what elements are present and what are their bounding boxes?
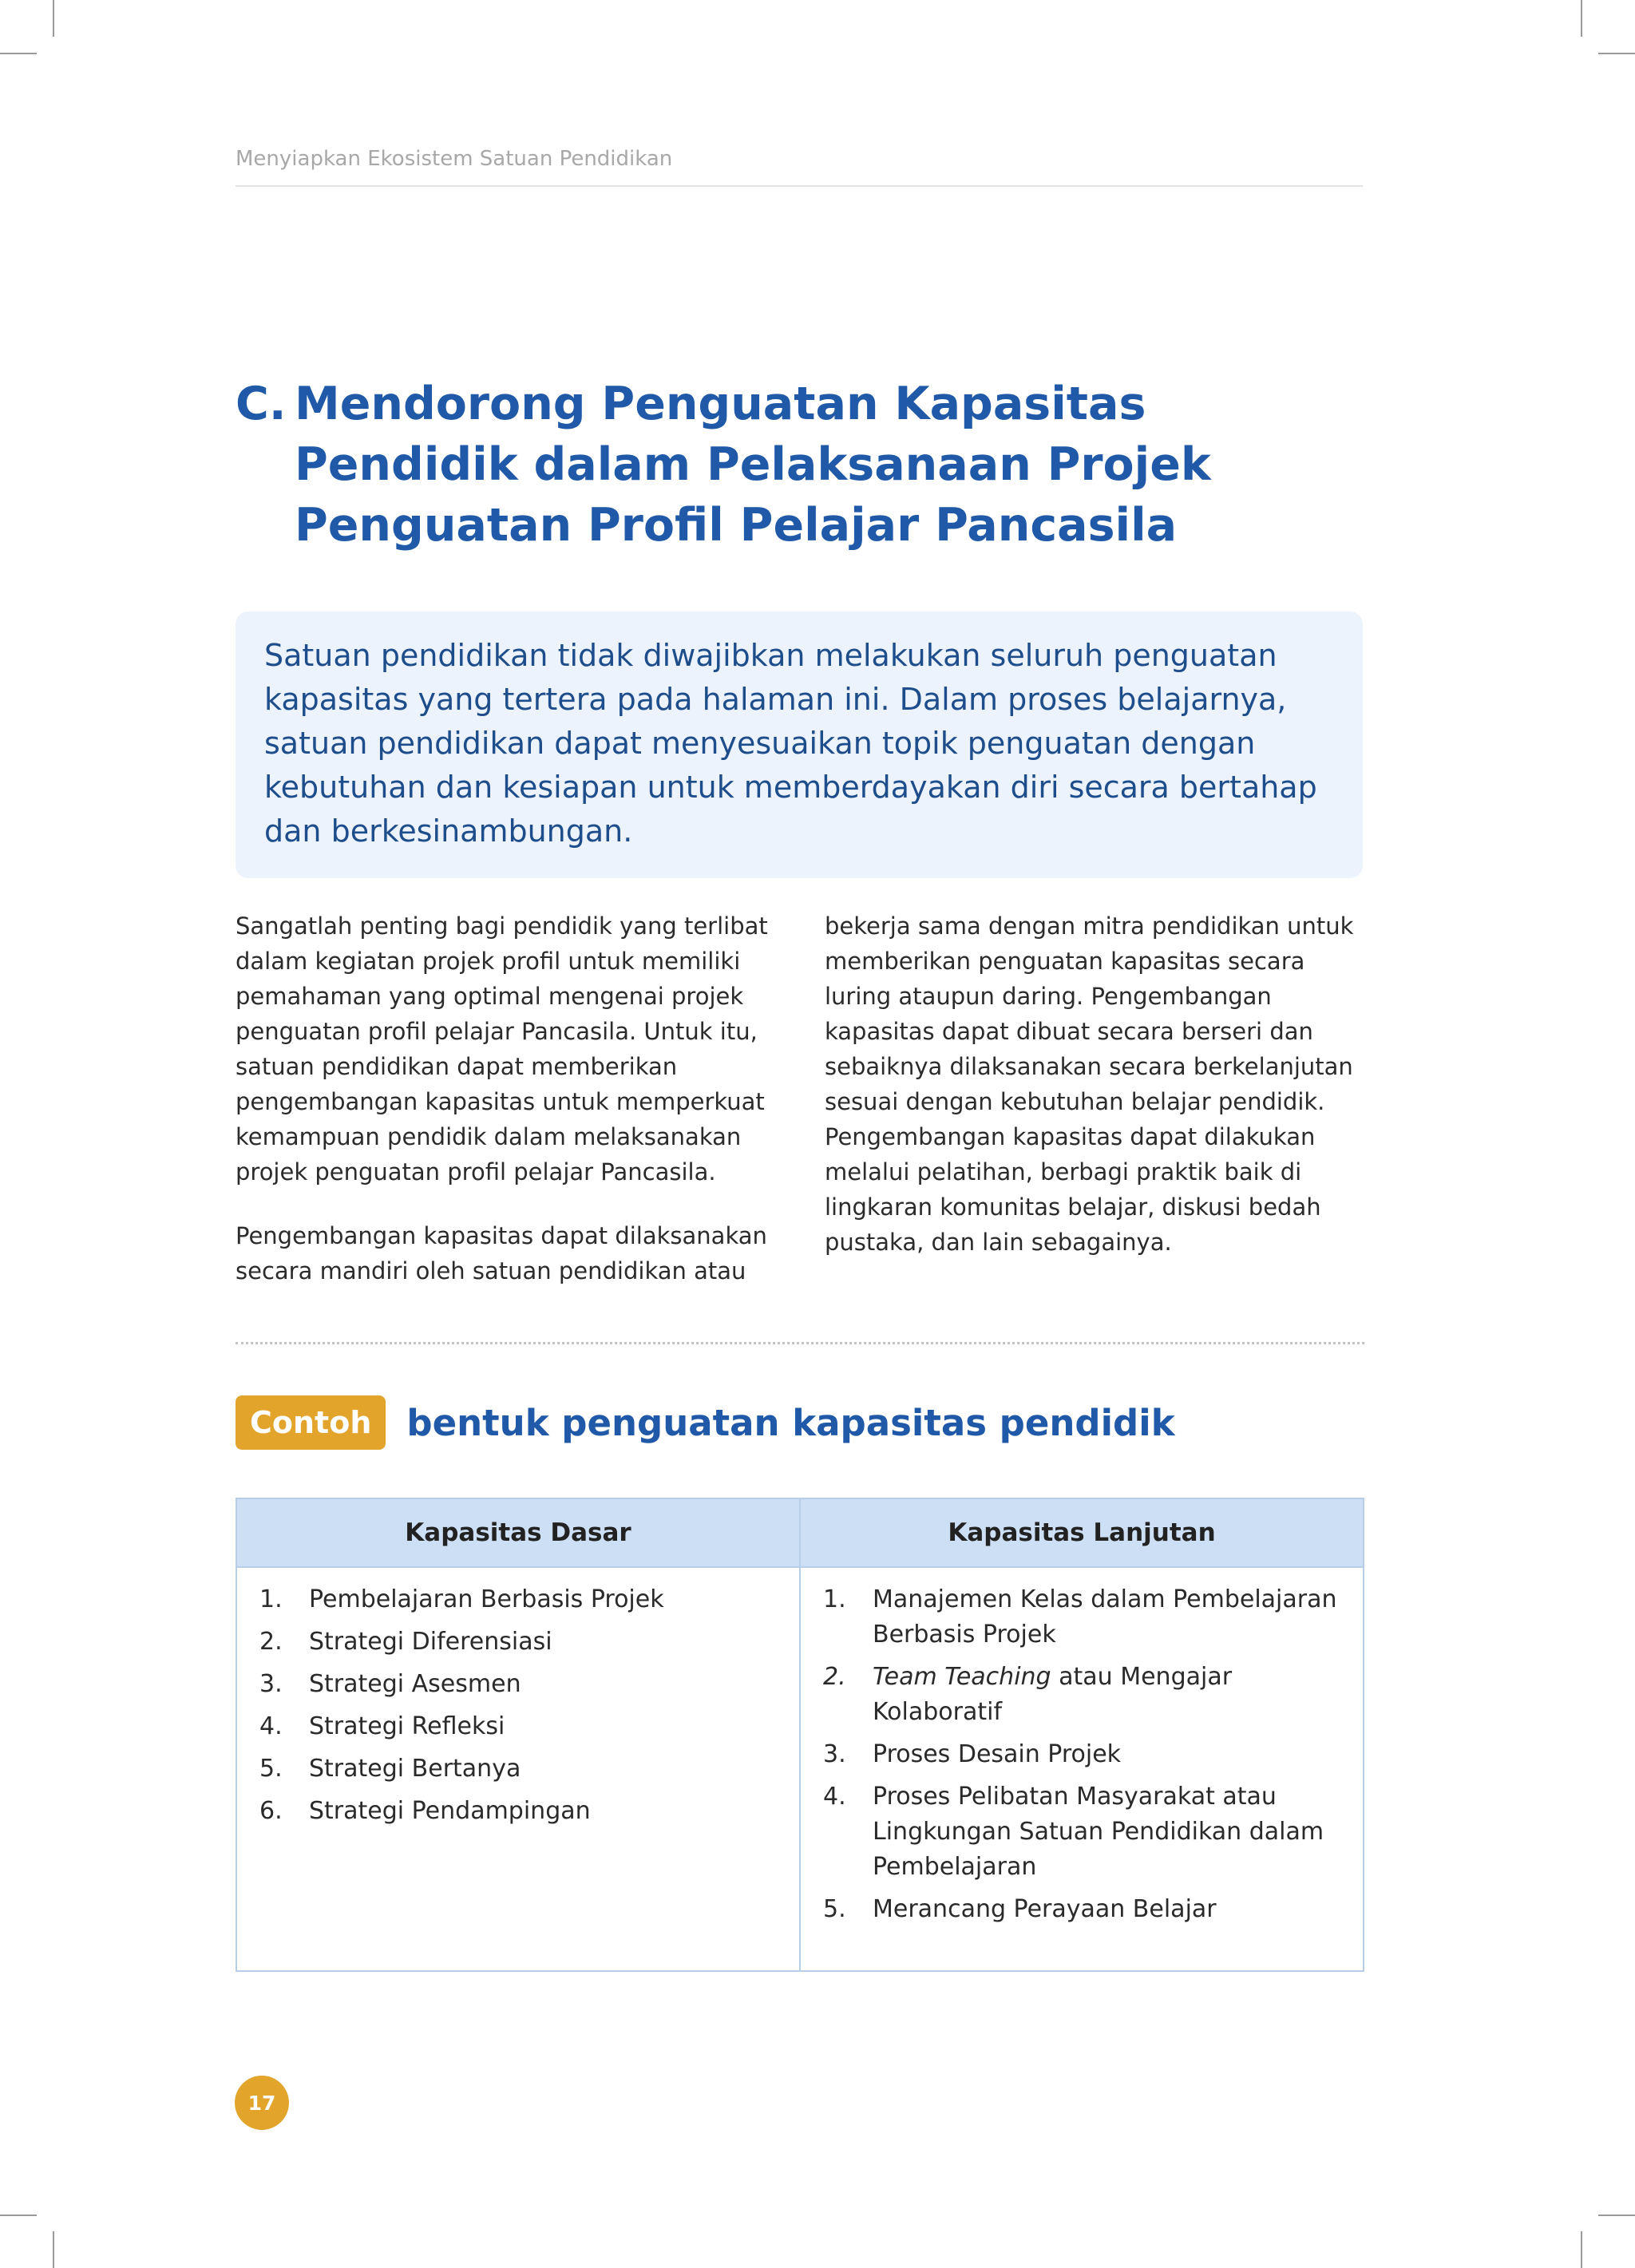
list-item: 4. Strategi Refleksi bbox=[259, 1712, 505, 1740]
body-column-left bbox=[236, 908, 778, 1288]
crop-mark bbox=[0, 53, 37, 54]
list-item: 3. Proses Desain Projek bbox=[823, 1740, 1122, 1768]
list-item: 5. Strategi Bertanya bbox=[259, 1755, 521, 1783]
advanced-capacity-column bbox=[799, 1568, 1363, 1970]
list-item: 1. Manajemen Kelas dalam Pembelajaran Berbasis Projek bbox=[823, 1585, 1337, 1649]
table-header-advanced: Kapasitas Lanjutan bbox=[799, 1499, 1363, 1566]
list-item: 6. Strategi Pendampingan bbox=[259, 1797, 591, 1825]
crop-mark bbox=[1598, 53, 1635, 54]
list-item: 1. Pembelajaran Berbasis Projek bbox=[259, 1585, 664, 1613]
capacity-table bbox=[236, 1498, 1364, 1972]
list-item: 4. Proses Pelibatan Masyarakat atau Lingkungan Satuan Pendidikan dalam Pembelajaran bbox=[823, 1783, 1324, 1881]
body-paragraph: Pengembangan kapasitas dapat dilaksanakan secara mandiri oleh satuan pendidikan atau bbox=[236, 1222, 767, 1284]
list-item: 5. Merancang Perayaan Belajar bbox=[823, 1895, 1217, 1923]
dotted-divider bbox=[236, 1342, 1364, 1344]
list-item: 3. Strategi Asesmen bbox=[259, 1670, 521, 1698]
table-header-row bbox=[237, 1499, 1363, 1566]
section-title-text: Mendorong Penguatan Kapasitas Pendidik dalam Pelaksanaan Projek Penguatan Profil Pelajar Pancasila bbox=[295, 378, 1211, 552]
crop-mark bbox=[1598, 2215, 1635, 2216]
example-heading bbox=[236, 1395, 1175, 1450]
table-header-basic: Kapasitas Dasar bbox=[405, 1518, 631, 1547]
section-letter: C. bbox=[236, 378, 287, 430]
list-item: 2. Strategi Diferensiasi bbox=[259, 1628, 552, 1656]
basic-capacity-column bbox=[237, 1568, 799, 1970]
crop-mark bbox=[1581, 0, 1582, 37]
crop-mark bbox=[53, 2231, 54, 2268]
table-body-row bbox=[237, 1566, 1363, 1970]
italic-term: Team Teaching bbox=[873, 1663, 1051, 1691]
section-title bbox=[236, 374, 1369, 556]
list-item: 2. Team Teaching atau Mengajar Kolaboratif bbox=[823, 1663, 1233, 1726]
note-box: Satuan pendidikan tidak diwajibkan melakukan seluruh penguatan kapasitas yang tertera pada halaman ini. Dalam proses belajarnya, satuan pendidikan dapat menyesuaikan topik penguatan dengan kebutuhan dan kesiapan untuk memberdayakan diri secara bertahap dan berkesinambungan. bbox=[236, 612, 1363, 878]
crop-mark bbox=[53, 0, 54, 37]
page-number-badge: 17 bbox=[235, 2076, 289, 2130]
running-header: Menyiapkan Ekosistem Satuan Pendidikan bbox=[236, 147, 1363, 187]
body-paragraph: Sangatlah penting bagi pendidik yang terlibat dalam kegiatan projek profil untuk memiliki pemahaman yang optimal mengenai projek penguatan profil pelajar Pancasila. Untuk itu, satuan pendidikan dapat memberikan pengembangan kapasitas untuk memperkuat kemampuan pendidik dalam melaksanakan projek penguatan profil pelajar Pancasila. bbox=[236, 912, 768, 1185]
crop-mark bbox=[1581, 2231, 1582, 2268]
body-paragraph: bekerja sama dengan mitra pendidikan untuk memberikan penguatan kapasitas secara luring ataupun daring. Pengembangan kapasitas dapat dibuat secara berseri dan sebaiknya dilaksanakan secara berkelanjutan sesuai dengan kebutuhan belajar pendidik. Pengembangan kapasitas dapat dilakukan melalui pelatihan, berbagi praktik baik di lingkaran komunitas belajar, diskusi bedah pustaka, dan lain sebagainya. bbox=[825, 912, 1354, 1256]
example-title: bentuk penguatan kapasitas pendidik bbox=[406, 1401, 1175, 1444]
body-column-right bbox=[825, 908, 1368, 1260]
crop-mark bbox=[0, 2215, 37, 2216]
example-badge: Contoh bbox=[236, 1395, 386, 1450]
